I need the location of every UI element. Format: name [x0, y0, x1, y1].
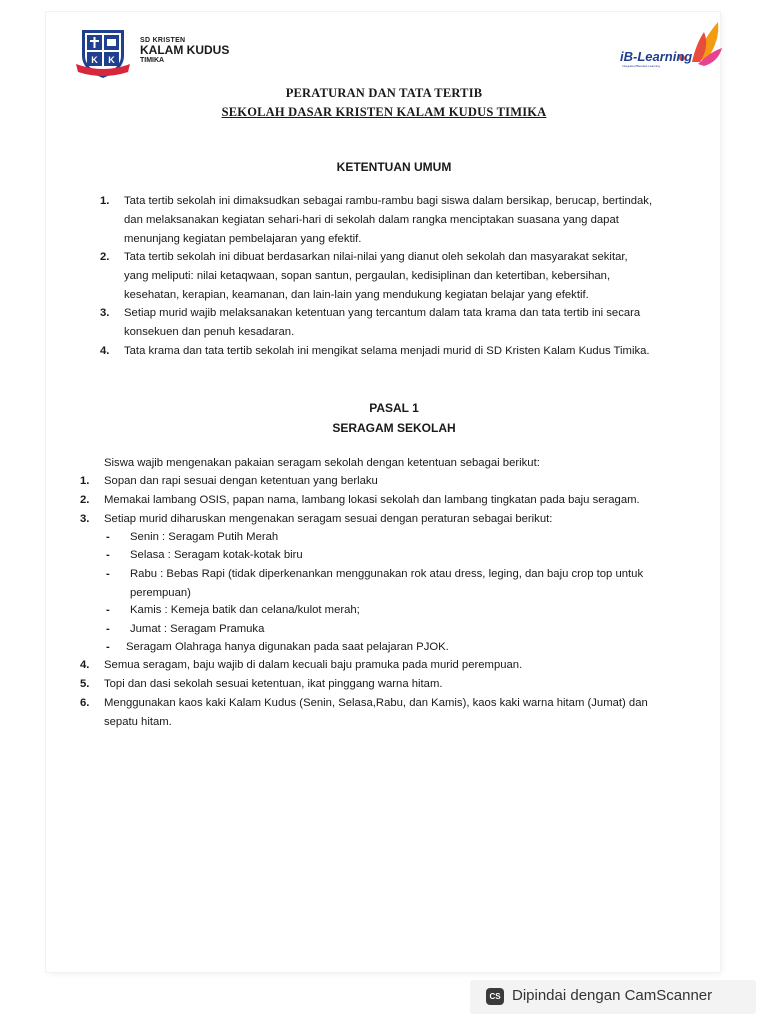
- schedule-line: Seragam Olahraga hanya digunakan pada saat pelajaran PJOK.: [126, 641, 449, 653]
- list-item-number: 3.: [80, 513, 90, 525]
- list-item-text: [104, 675, 700, 694]
- schedule-text: [130, 620, 700, 639]
- list-item-line: Semua seragam, baju wajib di dalam kecuali baju pramuka pada murid perempuan.: [104, 659, 523, 671]
- list-item-number: 4.: [80, 659, 90, 671]
- list-item-number: 1.: [100, 195, 110, 207]
- list-item-text: [124, 248, 694, 305]
- uniform-schedule-item: [106, 620, 700, 639]
- schedule-line: Senin : Seragam Putih Merah: [130, 531, 279, 543]
- list-item-text: [104, 510, 700, 529]
- list-item: [80, 510, 700, 529]
- schedule-line: Kamis : Kemeja batik dan celana/kulot merah;: [130, 604, 360, 616]
- list-item-number: 2.: [100, 251, 110, 263]
- schedule-text: [130, 601, 700, 620]
- list-item-line: Setiap murid wajib melaksanakan ketentuan yang tercantum dalam tata krama dan tata tertib ini secara: [124, 307, 641, 319]
- list-item: [80, 656, 700, 675]
- list-item-line: Sopan dan rapi sesuai dengan ketentuan yang berlaku: [104, 475, 378, 487]
- document-title-line1: PERATURAN DAN TATA TERTIB: [285, 86, 483, 100]
- camscanner-text: Dipindai dengan CamScanner: [512, 987, 713, 1004]
- section-subheading-seragam-sekolah: SERAGAM SEKOLAH: [332, 421, 456, 435]
- bullet-dash: -: [106, 549, 110, 561]
- bullet-dash: -: [106, 641, 110, 653]
- list-item-line: Setiap murid diharuskan mengenakan seragam sesuai dengan peraturan sebagai berikut:: [104, 513, 553, 525]
- ib-learning-logo: [614, 18, 724, 78]
- uniform-schedule-item: [106, 528, 700, 547]
- list-item-text: [124, 192, 694, 249]
- list-item-number: 1.: [80, 475, 90, 487]
- school-logo: [74, 26, 234, 80]
- list-item: [80, 472, 700, 491]
- list-item-line: sepatu hitam.: [104, 716, 172, 728]
- list-item-number: 4.: [100, 345, 110, 357]
- uniform-schedule-item: [106, 601, 700, 620]
- list-item-text: [104, 694, 704, 732]
- list-item-line: Tata tertib sekolah ini dimaksudkan sebagai rambu-rambu bagi siswa dalam bersikap, berucap, bertindak,: [124, 195, 653, 207]
- uniform-schedule-item: [106, 638, 700, 657]
- list-item: [80, 675, 700, 694]
- school-name-line2: KALAM KUDUS: [140, 43, 230, 58]
- list-item: [100, 248, 694, 305]
- list-item-number: 5.: [80, 678, 90, 690]
- list-item: [100, 342, 700, 361]
- schedule-line: perempuan): [130, 587, 191, 599]
- school-name-line1: SD KRISTEN: [140, 37, 186, 44]
- uniform-schedule-item: [106, 546, 700, 565]
- list-item-number: 2.: [80, 494, 90, 506]
- schedule-text: [126, 638, 700, 657]
- svg-text:K: K: [108, 55, 115, 65]
- list-item-text: [104, 472, 700, 491]
- list-item-line: menunjang kegiatan pembelajaran yang efektif.: [124, 233, 362, 245]
- list-item-text: [124, 342, 700, 361]
- document-title-line2: SEKOLAH DASAR KRISTEN KALAM KUDUS TIMIKA: [221, 105, 547, 119]
- list-item-text: [104, 491, 700, 510]
- svg-text:K: K: [91, 55, 98, 65]
- bullet-dash: -: [106, 531, 110, 543]
- list-item-number: 6.: [80, 697, 90, 709]
- bullet-dash: -: [106, 568, 110, 580]
- list-item-line: Memakai lambang OSIS, papan nama, lambang lokasi sekolah dan lambang tingkatan pada baju seragam.: [104, 494, 640, 506]
- section-heading-ketentuan-umum: KETENTUAN UMUM: [336, 160, 452, 174]
- list-item-number: 3.: [100, 307, 110, 319]
- list-item-line: dan melaksanakan kegiatan sehari-hari di sekolah dalam rangka menciptakan suasana yang dapat: [124, 214, 619, 226]
- schedule-text: [130, 565, 700, 603]
- list-item-text: [124, 304, 694, 342]
- camscanner-icon: CS: [486, 988, 504, 1005]
- uniform-schedule-item: [106, 565, 700, 603]
- list-item-line: yang meliputi: nilai ketaqwaan, sopan santun, pergaulan, kedisiplinan dan ketertiban, kebersihan,: [124, 270, 611, 282]
- list-item-line: konsekuen dan penuh kesadaran.: [124, 326, 295, 338]
- bullet-dash: -: [106, 604, 110, 616]
- list-item-line: Tata krama dan tata tertib sekolah ini mengikat selama menjadi murid di SD Kristen Kalam Kudus Timika.: [124, 345, 650, 357]
- list-item-text: [104, 656, 700, 675]
- list-item: [100, 304, 694, 342]
- list-item: [100, 192, 694, 249]
- schedule-text: [130, 528, 700, 547]
- list-item: [80, 694, 704, 732]
- section-intro: Siswa wajib mengenakan pakaian seragam sekolah dengan ketentuan sebagai berikut:: [104, 457, 540, 469]
- list-item-line: kesehatan, kerapian, keamanan, dan lain-lain yang mendukung kegiatan belajar yang efektif.: [124, 289, 589, 301]
- school-name: [140, 37, 229, 64]
- school-crest-icon: [74, 26, 132, 80]
- bullet-dash: -: [106, 623, 110, 635]
- camscanner-watermark: [470, 980, 756, 1014]
- list-item: [80, 491, 700, 510]
- list-item-line: Topi dan dasi sekolah sesuai ketentuan, ikat pinggang warna hitam.: [104, 678, 443, 690]
- ib-learning-tagline: Integrated Blended Learning: [622, 64, 660, 68]
- section-heading-pasal-1: PASAL 1: [369, 401, 419, 415]
- schedule-text: [130, 546, 700, 565]
- school-name-line3: TIMIKA: [140, 56, 165, 64]
- list-item-line: Tata tertib sekolah ini dibuat berdasarkan nilai-nilai yang dianut oleh sekolah dan masyarakat sekitar,: [124, 251, 628, 263]
- schedule-line: Selasa : Seragam kotak-kotak biru: [130, 549, 303, 561]
- schedule-line: Jumat : Seragam Pramuka: [130, 623, 265, 635]
- ib-learning-wordmark: iB-Learning: [620, 49, 693, 64]
- schedule-line: Rabu : Bebas Rapi (tidak diperkenankan menggunakan rok atau dress, leging, dan baju crop top untuk: [130, 568, 644, 580]
- list-item-line: Menggunakan kaos kaki Kalam Kudus (Senin, Selasa,Rabu, dan Kamis), kaos kaki warna hitam (Jumat) dan: [104, 697, 648, 709]
